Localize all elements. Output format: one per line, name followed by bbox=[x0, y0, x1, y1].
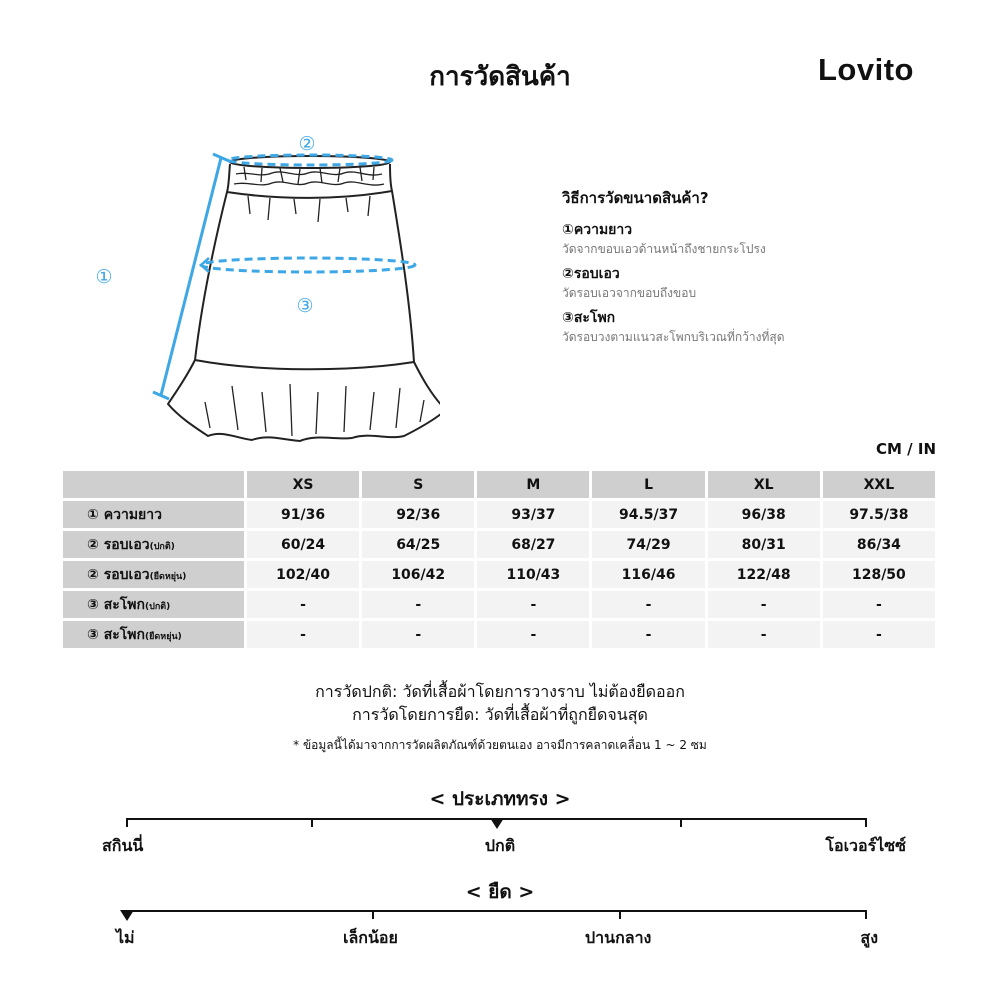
fit-scale-label: โอเวอร์ไซซ์ bbox=[825, 836, 906, 855]
table-cell: 74/29 bbox=[592, 531, 704, 558]
table-row bbox=[63, 501, 935, 528]
brand-logo: Lovito bbox=[818, 52, 914, 87]
table-cell: 94.5/37 bbox=[592, 501, 704, 528]
table-cell: - bbox=[592, 591, 704, 618]
stretch-scale-title: < ยืด > bbox=[465, 881, 535, 903]
row-label-text: ② รอบเอว bbox=[87, 536, 150, 553]
table-cell: 93/37 bbox=[477, 501, 589, 528]
row-label-sub: (ยืดหยุ่น) bbox=[145, 631, 182, 642]
measure-lines bbox=[153, 154, 415, 399]
row-label bbox=[63, 621, 244, 648]
fit-scale-title: < ประเภททรง > bbox=[429, 788, 571, 810]
table-row bbox=[63, 591, 935, 618]
fit-scale-tick bbox=[311, 818, 313, 827]
skirt-diagram bbox=[80, 125, 440, 450]
table-cell: - bbox=[592, 621, 704, 648]
table-row bbox=[63, 621, 935, 648]
size-header: XS bbox=[247, 471, 359, 498]
size-header-row bbox=[63, 471, 935, 498]
stretch-scale-label: เล็กน้อย bbox=[343, 928, 398, 947]
howto-description: วัดรอบวงตามแนวสะโพกบริเวณที่กว้างที่สุด bbox=[562, 330, 785, 344]
size-header: XXL bbox=[823, 471, 935, 498]
howto-title: วิธีการวัดขนาดสินค้า? bbox=[562, 189, 709, 207]
fit-scale-tick bbox=[865, 818, 867, 827]
table-cell: - bbox=[477, 621, 589, 648]
fit-scale-marker-icon bbox=[490, 818, 504, 829]
row-label-sub: (ยืดหยุ่น) bbox=[149, 571, 187, 582]
hip-arrow-icon bbox=[201, 258, 209, 272]
row-label-text: ① ความยาว bbox=[87, 506, 162, 523]
row-label-text: ② รอบเอว bbox=[87, 566, 150, 583]
table-cell: - bbox=[247, 591, 359, 618]
table-cell: 64/25 bbox=[362, 531, 474, 558]
table-cell: 91/36 bbox=[247, 501, 359, 528]
row-label bbox=[63, 501, 244, 528]
size-table bbox=[60, 468, 938, 651]
howto-item-hip bbox=[562, 308, 982, 346]
howto-heading: ②รอบเอว bbox=[562, 266, 620, 282]
table-cell: 97.5/38 bbox=[823, 501, 935, 528]
table-cell: - bbox=[247, 621, 359, 648]
table-cell: - bbox=[823, 621, 935, 648]
howto-panel bbox=[562, 186, 982, 352]
fit-scale-tick bbox=[680, 818, 682, 827]
stretch-scale-label: สูง bbox=[860, 928, 878, 947]
table-cell: 102/40 bbox=[247, 561, 359, 588]
size-header: S bbox=[362, 471, 474, 498]
table-cell: - bbox=[362, 621, 474, 648]
table-cell: - bbox=[708, 591, 820, 618]
howto-heading: ①ความยาว bbox=[562, 222, 633, 238]
table-cell: 68/27 bbox=[477, 531, 589, 558]
table-cell: - bbox=[477, 591, 589, 618]
marker-hip: ③ bbox=[296, 295, 314, 317]
table-cell: 80/31 bbox=[708, 531, 820, 558]
size-header: M bbox=[477, 471, 589, 498]
page-title: การวัดสินค้า bbox=[429, 62, 571, 92]
howto-description: วัดจากขอบเอวด้านหน้าถึงชายกระโปรง bbox=[562, 242, 766, 256]
row-label bbox=[63, 531, 244, 558]
marker-length: ① bbox=[95, 266, 113, 288]
table-cell: 86/34 bbox=[823, 531, 935, 558]
size-header: L bbox=[592, 471, 704, 498]
table-cell: 106/42 bbox=[362, 561, 474, 588]
howto-heading: ③สะโพก bbox=[562, 310, 616, 326]
howto-item-length bbox=[562, 220, 982, 258]
skirt-shirring bbox=[205, 167, 424, 436]
row-label-sub: (ปกติ) bbox=[145, 601, 171, 612]
row-label-text: ③ สะโพก bbox=[87, 596, 146, 613]
table-row bbox=[63, 531, 935, 558]
table-cell: - bbox=[708, 621, 820, 648]
table-cell: - bbox=[362, 591, 474, 618]
stretch-scale-tick bbox=[372, 910, 374, 919]
note-disclaimer: * ข้อมูลนี้ได้มาจากการวัดผลิตภัณฑ์ด้วยตนเอง อาจมีการคลาดเคลื่อน 1 ~ 2 ซม bbox=[293, 738, 707, 752]
table-cell: 92/36 bbox=[362, 501, 474, 528]
table-row bbox=[63, 561, 935, 588]
marker-waist: ② bbox=[298, 133, 316, 155]
stretch-scale-label: ปานกลาง bbox=[585, 928, 652, 947]
row-label-text: ③ สะโพก bbox=[87, 626, 146, 643]
table-cell: 128/50 bbox=[823, 561, 935, 588]
fit-scale-label: ปกติ bbox=[484, 836, 516, 855]
table-cell: 96/38 bbox=[708, 501, 820, 528]
stretch-scale-marker-icon bbox=[120, 910, 134, 921]
unit-label: CM / IN bbox=[876, 440, 936, 458]
fit-scale-label: สกินนี่ bbox=[102, 836, 144, 855]
row-label bbox=[63, 591, 244, 618]
table-cell: 60/24 bbox=[247, 531, 359, 558]
fit-scale-tick bbox=[126, 818, 128, 827]
table-cell: 116/46 bbox=[592, 561, 704, 588]
howto-description: วัดรอบเอวจากขอบถึงขอบ bbox=[562, 286, 697, 300]
table-cell: - bbox=[823, 591, 935, 618]
stretch-scale-tick bbox=[619, 910, 621, 919]
stretch-scale-line bbox=[127, 910, 867, 912]
stretch-scale-label: ไม่ bbox=[116, 928, 135, 947]
howto-item-waist bbox=[562, 264, 982, 302]
size-header: XL bbox=[708, 471, 820, 498]
table-cell: 110/43 bbox=[477, 561, 589, 588]
note-stretch-measure: การวัดโดยการยืด: วัดที่เสื้อผ้าที่ถูกยืดจนสุด bbox=[352, 705, 648, 724]
table-corner bbox=[63, 471, 244, 498]
row-label bbox=[63, 561, 244, 588]
note-normal-measure: การวัดปกติ: วัดที่เสื้อผ้าโดยการวางราบ ไม่ต้องยืดออก bbox=[315, 682, 685, 701]
row-label-sub: (ปกติ) bbox=[149, 541, 175, 552]
stretch-scale-tick bbox=[865, 910, 867, 919]
table-cell: 122/48 bbox=[708, 561, 820, 588]
